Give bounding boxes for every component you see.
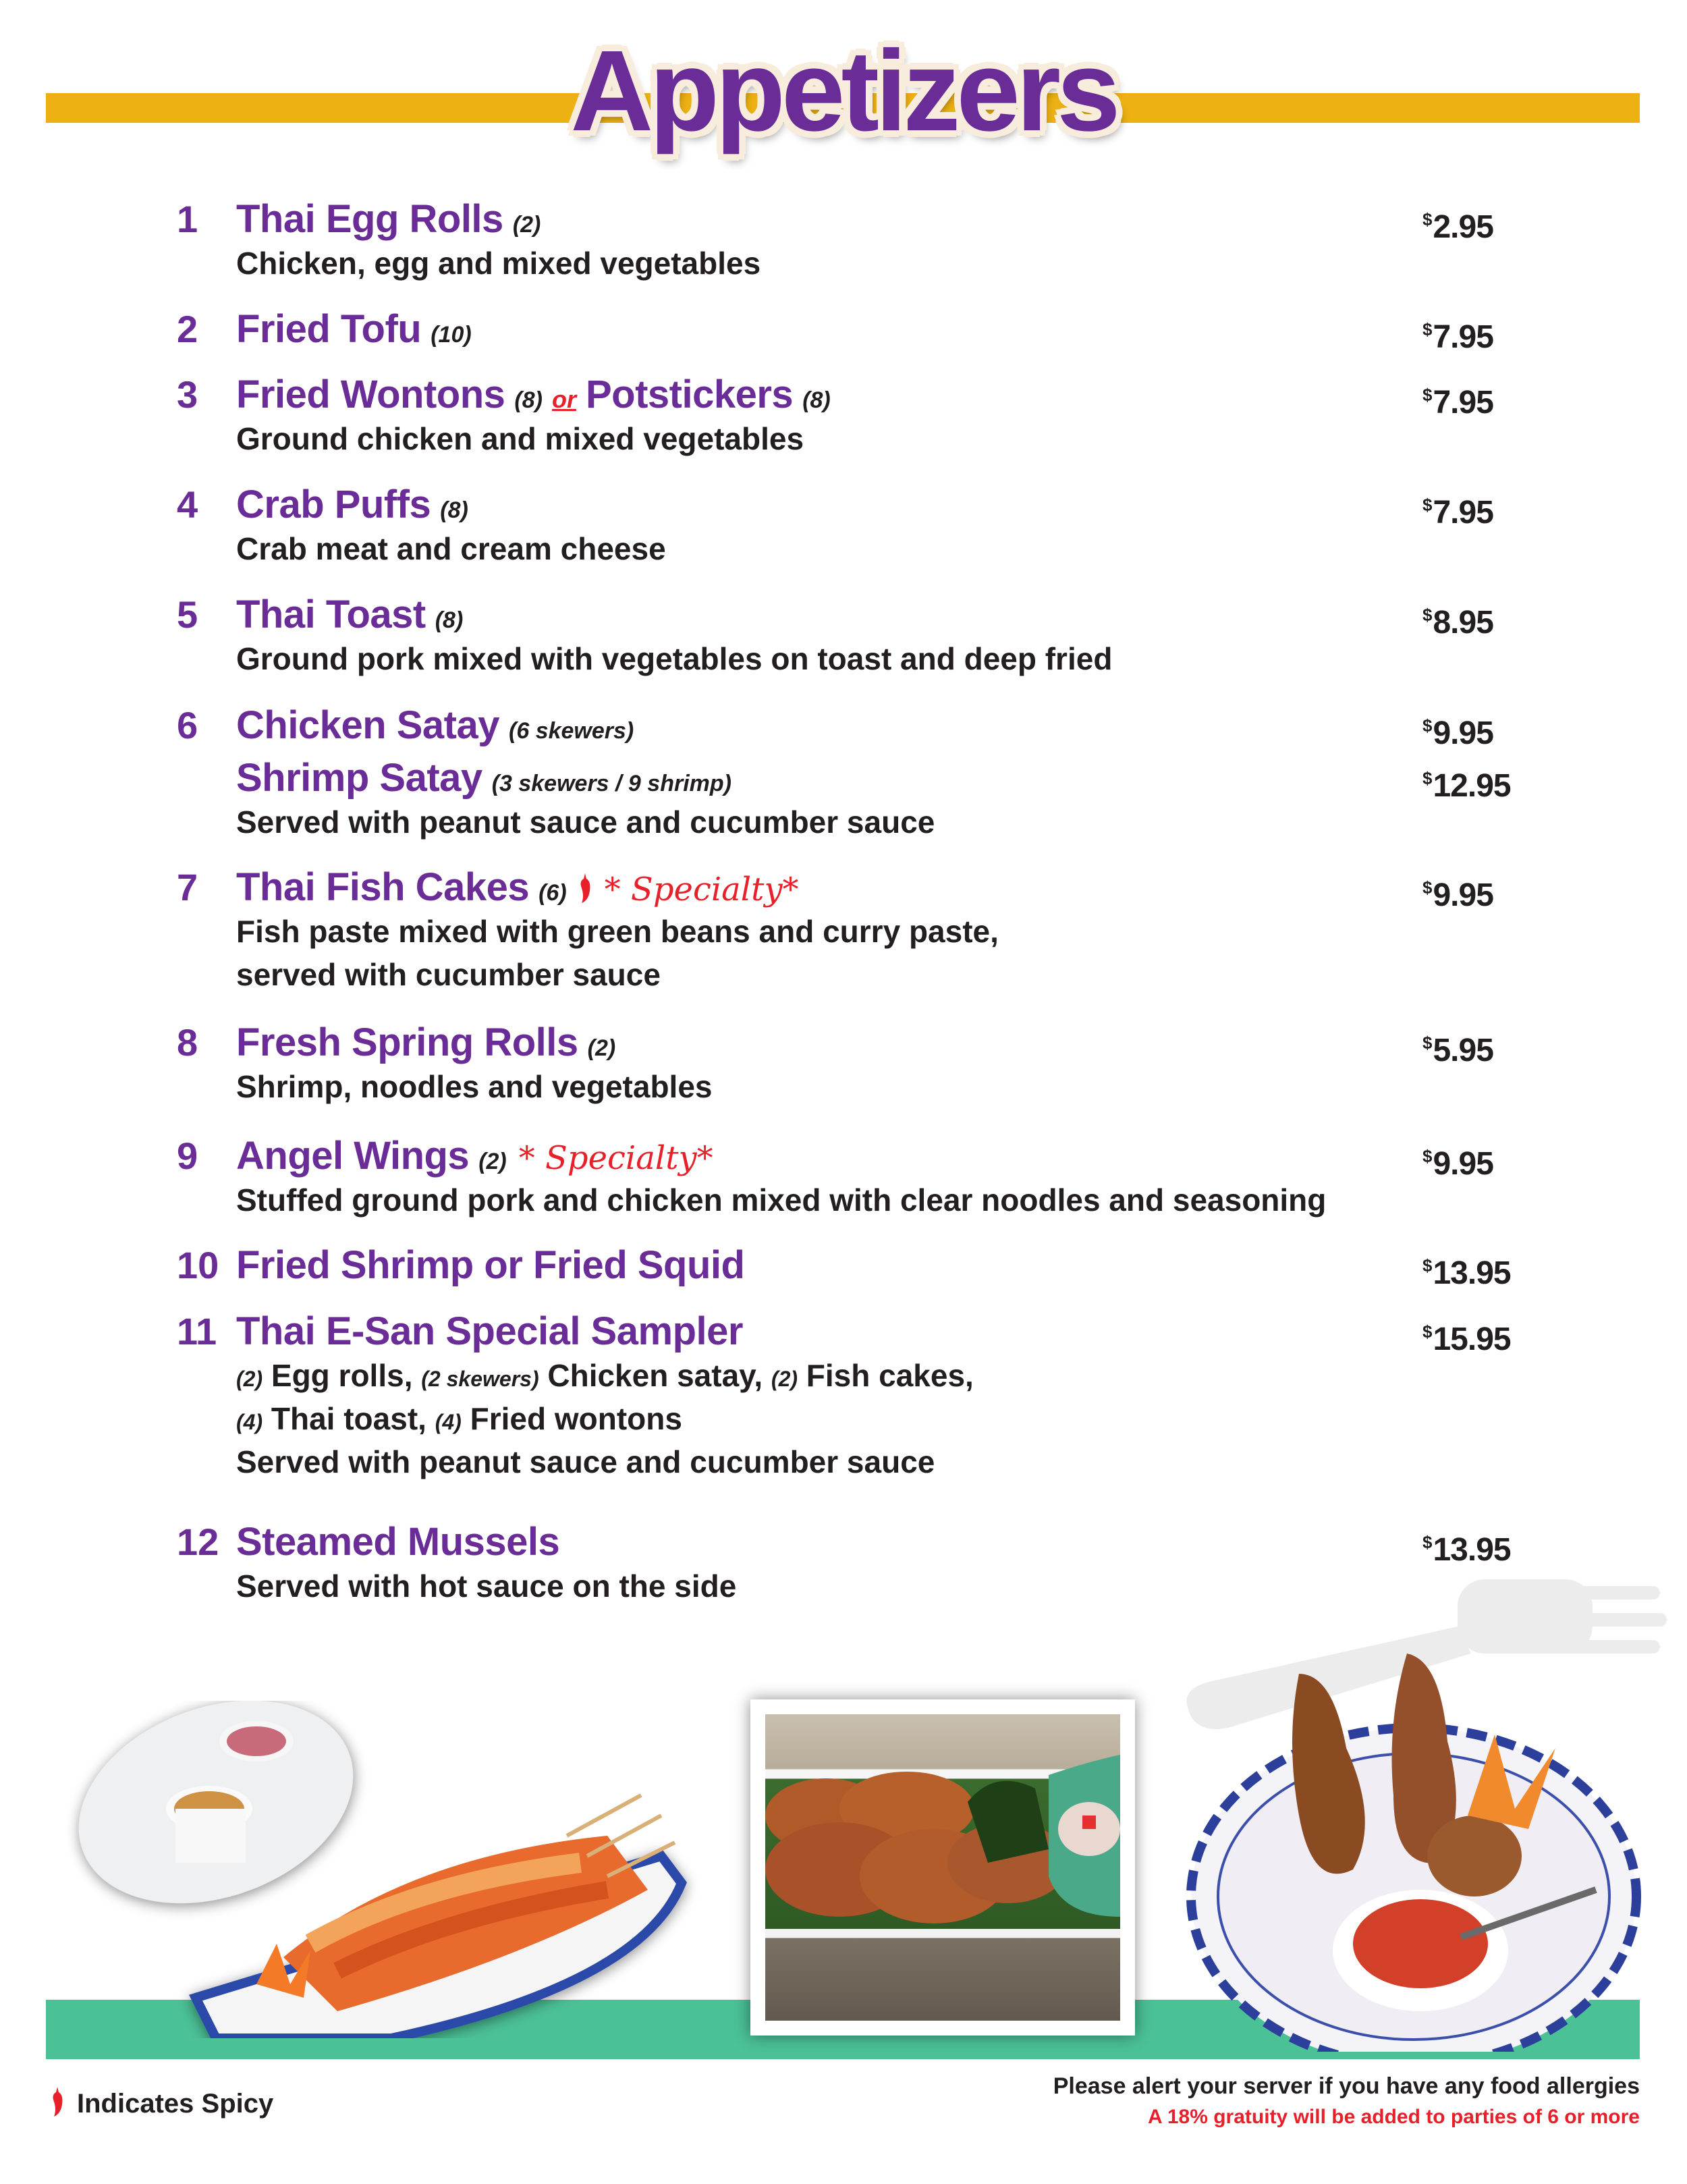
sampler-quantity: (2): [771, 1367, 798, 1391]
currency-symbol: $: [1422, 209, 1432, 229]
item-name: Fried Shrimp or Fried Squid: [236, 1243, 745, 1287]
price-value: 2.95: [1433, 209, 1493, 245]
item-quantity: (2): [478, 1149, 507, 1174]
item-name: Steamed Mussels: [236, 1520, 560, 1564]
item-name: Thai Fish Cakes: [236, 865, 530, 909]
sampler-text: Egg rolls,: [262, 1358, 422, 1393]
item-name: Angel Wings: [236, 1134, 470, 1178]
sampler-quantity: (4): [435, 1410, 462, 1434]
currency-symbol: $: [1422, 1255, 1432, 1276]
sampler-quantity: (2): [236, 1367, 263, 1391]
price-value: 7.95: [1433, 385, 1493, 420]
item-number: 3: [177, 373, 198, 416]
item-number: 10: [177, 1244, 219, 1286]
chili-pepper-icon: [50, 2087, 65, 2117]
item-number: 8: [177, 1021, 198, 1064]
item-title-line: [236, 1242, 744, 1299]
sampler-text: Fried wontons: [461, 1401, 682, 1436]
item-number: 7: [177, 866, 198, 908]
item-description: Stuffed ground pork and chicken mixed with clear noodles and seasoning: [236, 1182, 1327, 1218]
item-quantity: (8): [440, 497, 468, 523]
item-quantity: (6): [538, 880, 567, 906]
item-description: Ground pork mixed with vegetables on toast and deep fried: [236, 641, 1113, 676]
sampler-text: Chicken satay,: [538, 1358, 771, 1393]
gratuity-notice: A 18% gratuity will be added to parties of 6 or more: [1147, 2106, 1640, 2128]
currency-symbol: $: [1422, 605, 1432, 625]
item-description: Crab meat and cream cheese: [236, 531, 666, 566]
sampler-quantity: (4): [236, 1410, 263, 1434]
currency-symbol: $: [1422, 877, 1432, 898]
item-title-line: [236, 702, 634, 759]
item-title-line: [236, 306, 472, 363]
price-value: 9.95: [1433, 715, 1493, 751]
item-price: [1422, 196, 1493, 251]
item-quantity: (2): [587, 1035, 616, 1061]
sampler-quantity: (2 skewers): [421, 1367, 539, 1391]
currency-symbol: $: [1422, 1033, 1432, 1053]
item-name: Thai Egg Rolls: [236, 197, 503, 241]
price-value: 15.95: [1433, 1321, 1511, 1357]
sampler-text: Fish cakes,: [798, 1358, 974, 1393]
item-number: 11: [177, 1310, 217, 1353]
item-quantity: (2): [512, 212, 541, 238]
item-sub-name: Shrimp Satay: [236, 756, 482, 800]
item-price: [1422, 481, 1493, 537]
item-price: [1422, 1519, 1511, 1574]
item-description: Fish paste mixed with green beans and curry paste,: [236, 914, 999, 949]
item-price: [1422, 306, 1493, 361]
item-description: Served with peanut sauce and cucumber sauce: [236, 804, 935, 840]
price-value: 8.95: [1433, 605, 1493, 640]
price-value: 7.95: [1433, 495, 1493, 530]
sampler-text: Thai toast,: [262, 1401, 435, 1436]
item-name: Crab Puffs: [236, 483, 431, 526]
item-price: [1422, 1019, 1493, 1074]
currency-symbol: $: [1422, 768, 1432, 788]
item-number: 1: [177, 198, 198, 240]
item-description: Ground chicken and mixed vegetables: [236, 421, 804, 456]
price-value: 13.95: [1433, 1255, 1511, 1291]
item-price: [1422, 864, 1493, 919]
item-price: [1422, 1242, 1511, 1297]
sampler-line: [236, 1354, 974, 1400]
item-name: Fresh Spring Rolls: [236, 1020, 578, 1064]
price-value: 12.95: [1433, 768, 1511, 804]
item-description: Served with peanut sauce and cucumber sauce: [236, 1444, 935, 1479]
currency-symbol: $: [1422, 1532, 1432, 1552]
item-price: [1422, 1132, 1493, 1188]
item-quantity: (8): [435, 607, 464, 633]
specialty-badge: * Specialty*: [518, 1139, 713, 1177]
allergy-notice: Please alert your server if you have any food allergies: [1053, 2073, 1640, 2099]
currency-symbol: $: [1422, 715, 1432, 736]
item-number: 6: [177, 704, 198, 746]
price-value: 9.95: [1433, 877, 1493, 913]
item-name: Fried Tofu: [236, 307, 422, 351]
item-name: Thai Toast: [236, 593, 426, 636]
sampler-line: [236, 1397, 682, 1444]
price-value: 13.95: [1433, 1532, 1511, 1568]
currency-symbol: $: [1422, 1321, 1432, 1342]
item-description: Served with hot sauce on the side: [236, 1568, 737, 1604]
item-price: [1422, 591, 1493, 647]
item-number: 4: [177, 483, 198, 526]
item-description: Shrimp, noodles and vegetables: [236, 1069, 713, 1104]
item-name: Chicken Satay: [236, 703, 500, 747]
item-number: 5: [177, 593, 198, 636]
item-number: 9: [177, 1135, 198, 1177]
or-separator: or: [551, 385, 576, 413]
page-title: Appetizers: [570, 27, 1117, 155]
currency-symbol: $: [1422, 1146, 1432, 1166]
item-quantity: (6 skewers): [509, 718, 634, 744]
price-value: 7.95: [1433, 319, 1493, 355]
item-quantity: (10): [431, 322, 472, 348]
specialty-badge: * Specialty*: [604, 871, 799, 908]
price-value: 9.95: [1433, 1146, 1493, 1182]
item-price: [1422, 755, 1511, 810]
price-value: 5.95: [1433, 1033, 1493, 1068]
item-description: served with cucumber sauce: [236, 957, 661, 992]
item-sub-quantity: (3 skewers / 9 shrimp): [491, 771, 731, 796]
item-name: Thai E-San Special Sampler: [236, 1309, 743, 1353]
currency-symbol: $: [1422, 385, 1432, 405]
item-number: 12: [177, 1521, 219, 1563]
spicy-legend: [50, 2087, 273, 2120]
chicken-satay-photo: [54, 1701, 702, 2038]
item-name-alt: Potstickers: [585, 373, 794, 416]
item-quantity-alt: (8): [802, 387, 831, 413]
item-quantity: (8): [514, 387, 543, 413]
currency-symbol: $: [1422, 319, 1432, 339]
item-price: [1422, 702, 1493, 757]
chili-pepper-icon: [578, 873, 592, 903]
item-description: Chicken, egg and mixed vegetables: [236, 246, 761, 281]
legend-label: Indicates Spicy: [77, 2089, 274, 2119]
angel-wings-photo: [1178, 1647, 1650, 2052]
item-price: [1422, 1308, 1511, 1363]
currency-symbol: $: [1422, 495, 1432, 515]
fish-cakes-photo: [750, 1699, 1135, 2036]
item-name: Fried Wontons: [236, 373, 505, 416]
item-price: [1422, 371, 1493, 427]
item-number: 2: [177, 308, 198, 350]
